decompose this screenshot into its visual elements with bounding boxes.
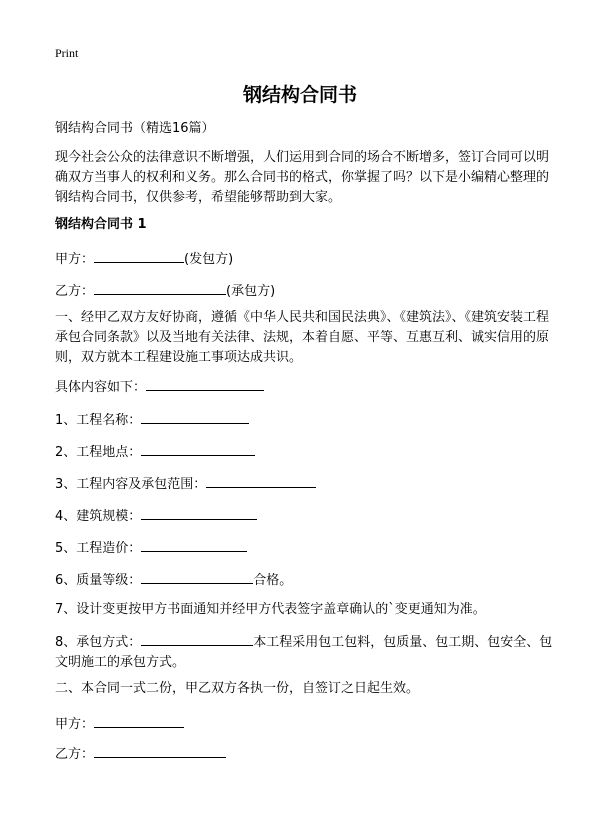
item-7: 7、设计变更按甲方书面通知并经甲方代表签字盖章确认的`变更通知为准。 xyxy=(55,602,486,617)
party-a-role: (发包方) xyxy=(184,252,234,267)
party-b-blank xyxy=(94,280,226,295)
sign-b-line xyxy=(55,743,555,765)
item-8-block xyxy=(55,631,555,673)
sign-a-label: 甲方： xyxy=(55,717,95,732)
item-1-blank xyxy=(141,409,249,424)
item-4-line xyxy=(55,505,555,527)
document-title: 钢结构合同书 xyxy=(242,84,357,106)
item-6-blank xyxy=(141,569,253,584)
party-a-line xyxy=(55,248,555,270)
document-subtitle: 钢结构合同书（精选16篇） xyxy=(55,121,215,136)
clause-one: 一、经甲乙双方友好协商，遵循《中华人民共和国民法典》、《建筑法》、《建筑安装工程承包合同条款》以及当地有关法律、法规，本着自愿、平等、互惠互利、诚实信用的原则，双方就本工程建设施工事项达成共识。 xyxy=(55,310,550,365)
details-label: 具体内容如下： xyxy=(55,380,147,395)
party-b-role: (承包方) xyxy=(226,284,276,299)
item-4-blank xyxy=(141,505,257,520)
party-a-blank xyxy=(94,248,184,263)
item-8-text: 本工程采用包工包料，包质量、包工期、包安全、包文明施工的承包方式。 xyxy=(55,635,553,670)
item-8-label: 8、承包方式： xyxy=(55,635,142,650)
item-6-suffix: 合格。 xyxy=(253,573,293,588)
item-4-label: 4、建筑规模： xyxy=(55,509,142,524)
party-a-label: 甲方： xyxy=(55,252,95,267)
clause-two: 二、本合同一式二份，甲乙双方各执一份，自签订之日起生效。 xyxy=(55,681,420,696)
item-1-line xyxy=(55,409,555,431)
print-link[interactable]: Print xyxy=(55,46,79,60)
sign-b-blank xyxy=(94,743,226,758)
item-3-line xyxy=(55,473,555,495)
details-line xyxy=(55,376,555,398)
item-3-label: 3、工程内容及承包范围： xyxy=(55,477,207,492)
sign-a-blank xyxy=(94,713,184,728)
item-8-blank xyxy=(141,631,253,646)
item-5-label: 5、工程造价： xyxy=(55,541,142,556)
party-b-label: 乙方： xyxy=(55,284,95,299)
sign-b-label: 乙方： xyxy=(55,747,95,762)
item-5-line xyxy=(55,537,555,559)
item-2-blank xyxy=(141,441,255,456)
details-blank xyxy=(146,376,264,391)
item-2-label: 2、工程地点： xyxy=(55,445,142,460)
item-5-blank xyxy=(141,537,247,552)
section-heading: 钢结构合同书 1 xyxy=(55,217,147,232)
party-b-line xyxy=(55,280,555,302)
item-1-label: 1、工程名称： xyxy=(55,413,142,428)
item-2-line xyxy=(55,441,555,463)
item-6-label: 6、质量等级： xyxy=(55,573,142,588)
item-3-blank xyxy=(206,473,316,488)
sign-a-line xyxy=(55,713,555,735)
item-6-line xyxy=(55,569,555,591)
intro-paragraph: 现今社会公众的法律意识不断增强，人们运用到合同的场合不断增多，签订合同可以明确双方当事人的权利和义务。那么合同书的格式，你掌握了吗？以下是小编精心整理的钢结构合同书，仅供参考，希望能够帮助到大家。 xyxy=(55,150,550,205)
